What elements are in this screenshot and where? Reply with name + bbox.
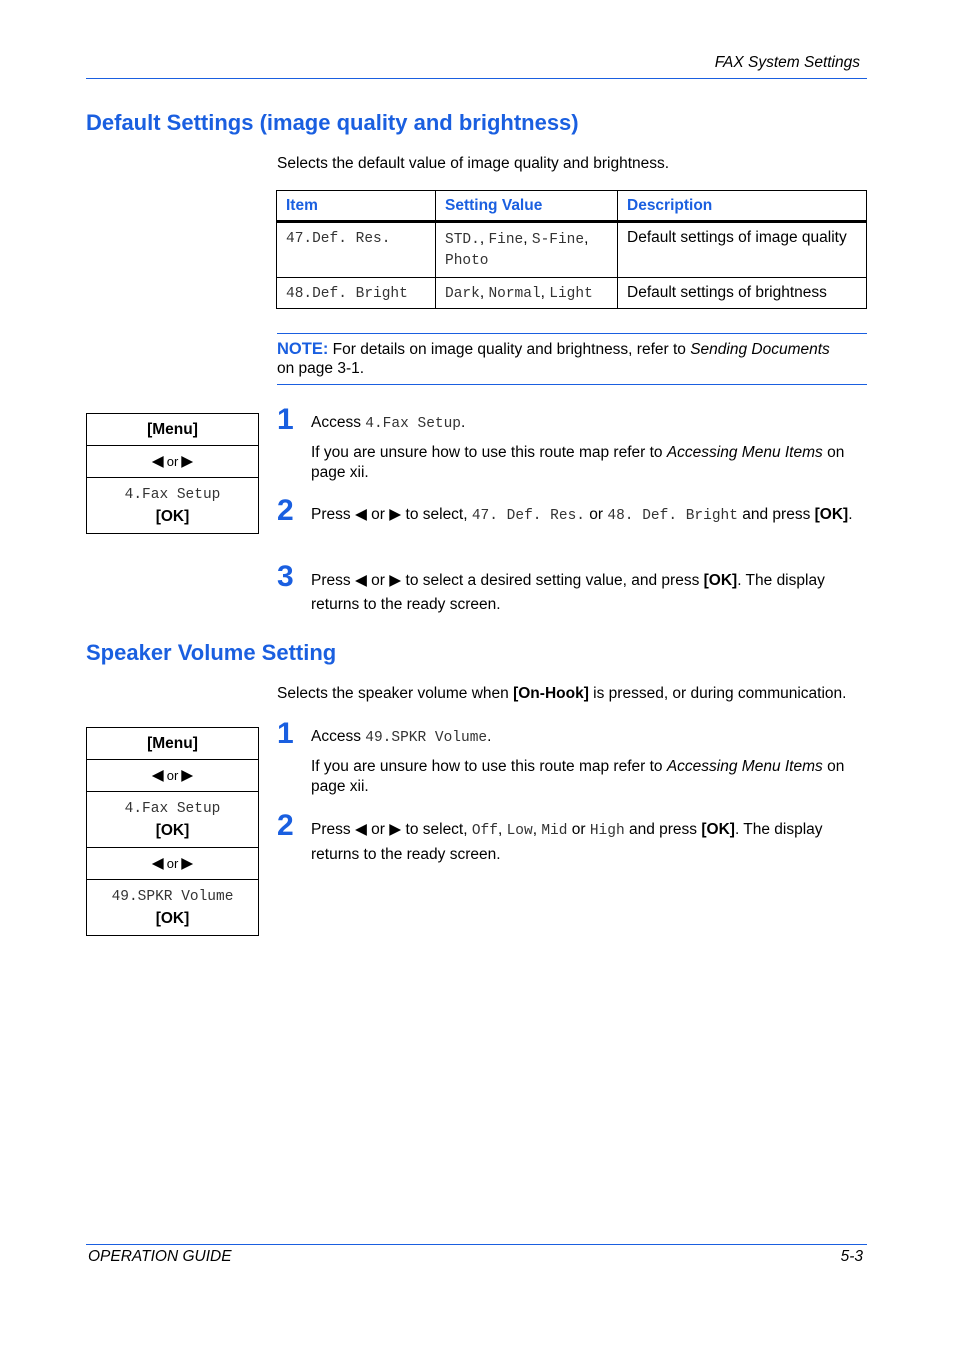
or-label: or <box>166 454 179 469</box>
step-tail: . The display returns to the ready screen. <box>311 821 823 863</box>
item-code: 48.Def. Bright <box>286 286 408 302</box>
step-code: Off <box>471 823 498 839</box>
step-number: 1 <box>277 717 294 750</box>
routemap-ok-key: [OK] <box>155 910 190 927</box>
route-map <box>86 727 259 936</box>
step-text: Press ◀ or ▶ to select, Off, Low, Mid or High and press [OK]. The display returns to the ready screen. <box>311 821 823 863</box>
setting-value: Photo <box>445 253 489 269</box>
step-end: . <box>461 414 466 431</box>
column-header: Setting Value <box>436 191 618 222</box>
section-intro: Selects the default value of image quality and brightness. <box>277 155 670 172</box>
left-arrow-icon: ◀ <box>354 506 367 523</box>
or-label: or <box>166 768 179 783</box>
right-arrow-icon: ▶ <box>181 453 194 470</box>
table-cell <box>277 278 436 309</box>
table-row <box>277 278 867 309</box>
step-subtext <box>311 757 867 797</box>
left-arrow-icon: ◀ <box>151 453 164 470</box>
step-verb: Press <box>311 572 351 589</box>
column-header: Item <box>277 191 436 222</box>
header-rule <box>86 78 867 79</box>
setting-value: Fine <box>488 232 524 248</box>
column-header: Description <box>618 191 867 222</box>
step-code: Low <box>506 823 533 839</box>
table-cell: Default settings of brightness <box>618 278 867 309</box>
intro-key: [On-Hook] <box>513 685 589 702</box>
table-cell: Default settings of image quality <box>618 222 867 278</box>
routemap-menu-key: [Menu] <box>87 414 258 446</box>
or-label: or <box>371 821 385 838</box>
routemap-item <box>87 478 258 534</box>
step-verb: Access <box>311 728 361 745</box>
route-map <box>86 413 259 534</box>
subtext-b: on page xii. <box>311 758 845 795</box>
step-text-part: and press <box>628 821 698 838</box>
step-verb: Press <box>311 506 351 523</box>
section-title-default-settings: Default Settings (image quality and brightness) <box>86 110 579 135</box>
step-code: Mid <box>541 823 568 839</box>
table-cell: Dark, Normal, Light <box>436 278 618 309</box>
step-text <box>311 503 867 528</box>
setting-value: STD. <box>445 232 480 248</box>
note-tail: on page 3-1. <box>277 360 365 377</box>
right-arrow-icon: ▶ <box>389 821 402 838</box>
note-label: NOTE: <box>277 340 329 358</box>
step-end: . <box>487 728 492 745</box>
note-box <box>277 333 867 385</box>
step-number: 2 <box>277 809 294 842</box>
ok-key: [OK] <box>703 572 738 589</box>
running-header: FAX System Settings <box>714 54 860 71</box>
section-intro <box>277 685 846 703</box>
step-text <box>311 411 867 436</box>
routemap-ok-key: [OK] <box>155 822 190 839</box>
step-subtext <box>311 443 867 483</box>
intro-text: Selects the speaker volume when <box>277 685 509 702</box>
ok-key: [OK] <box>814 506 849 523</box>
footer-page-number: 5-3 <box>840 1248 863 1265</box>
step-text-part: to select, <box>405 821 468 838</box>
or-label: or <box>589 506 604 523</box>
section-title-speaker-volume: Speaker Volume Setting <box>86 640 337 665</box>
step-code: 48. Def. Bright <box>607 508 738 524</box>
or-label: or <box>371 572 385 589</box>
table-header-row <box>277 191 867 222</box>
footer-guide-title: OPERATION GUIDE <box>88 1248 232 1265</box>
step-number: 3 <box>277 560 294 593</box>
ok-key: [OK] <box>701 821 735 838</box>
table-row <box>277 222 867 278</box>
setting-value: Dark <box>445 286 480 302</box>
routemap-item <box>87 880 258 936</box>
table-cell: STD., Fine, S-Fine, Photo <box>436 222 618 278</box>
or-label: or <box>166 856 179 871</box>
subtext-reference: Accessing Menu Items <box>666 444 823 461</box>
setting-value: Light <box>549 286 593 302</box>
subtext-reference: Accessing Menu Items <box>666 758 823 775</box>
step-verb: Press <box>311 821 351 838</box>
left-arrow-icon: ◀ <box>354 821 367 838</box>
step-code: 47. Def. Res. <box>471 508 585 524</box>
left-arrow-icon: ◀ <box>354 572 367 589</box>
routemap-item-label: 4.Fax Setup <box>124 801 221 817</box>
routemap-ok-key: [OK] <box>155 508 190 525</box>
step-code: 4.Fax Setup <box>365 416 461 432</box>
step-text <box>311 569 867 617</box>
or-label: or <box>571 821 586 838</box>
step-tail: . The display returns to the ready screen. <box>311 572 825 613</box>
step-end: . <box>848 506 853 523</box>
step-code: 49.SPKR Volume <box>365 730 488 746</box>
step-number: 2 <box>277 494 294 527</box>
routemap-item-label: 4.Fax Setup <box>124 487 221 503</box>
routemap-arrows <box>87 446 258 478</box>
right-arrow-icon: ▶ <box>389 572 402 589</box>
left-arrow-icon: ◀ <box>151 767 164 784</box>
setting-value: S-Fine <box>531 232 585 248</box>
step-text-part: to select, <box>405 506 468 523</box>
subtext-a: If you are unsure how to use this route map refer to <box>311 444 663 461</box>
routemap-item-label: 49.SPKR Volume <box>111 889 234 905</box>
right-arrow-icon: ▶ <box>389 506 402 523</box>
note-reference: Sending Documents <box>690 341 830 358</box>
intro-text: is pressed, or during communication. <box>593 685 847 702</box>
note-text: For details on image quality and brightness, refer to <box>332 341 686 358</box>
item-code: 47.Def. Res. <box>286 231 391 247</box>
subtext-a: If you are unsure how to use this route map refer to <box>311 758 663 775</box>
step-verb: Access <box>311 414 361 431</box>
footer-rule <box>86 1244 867 1245</box>
table-cell <box>277 222 436 278</box>
routemap-arrows <box>87 760 258 792</box>
step-text-part: to select a desired setting value, and press <box>405 572 700 589</box>
setting-value: Normal <box>488 286 541 302</box>
step-text <box>311 725 867 750</box>
routemap-menu-key: [Menu] <box>87 728 258 760</box>
routemap-item <box>87 792 258 848</box>
step-text-part: and press <box>742 506 811 523</box>
step-number: 1 <box>277 403 294 436</box>
settings-table <box>276 190 867 309</box>
right-arrow-icon: ▶ <box>181 855 194 872</box>
right-arrow-icon: ▶ <box>181 767 194 784</box>
routemap-arrows <box>87 848 258 880</box>
step-code: High <box>589 823 625 839</box>
or-label: or <box>371 506 385 523</box>
subtext-b: on page xii. <box>311 444 845 481</box>
left-arrow-icon: ◀ <box>151 855 164 872</box>
